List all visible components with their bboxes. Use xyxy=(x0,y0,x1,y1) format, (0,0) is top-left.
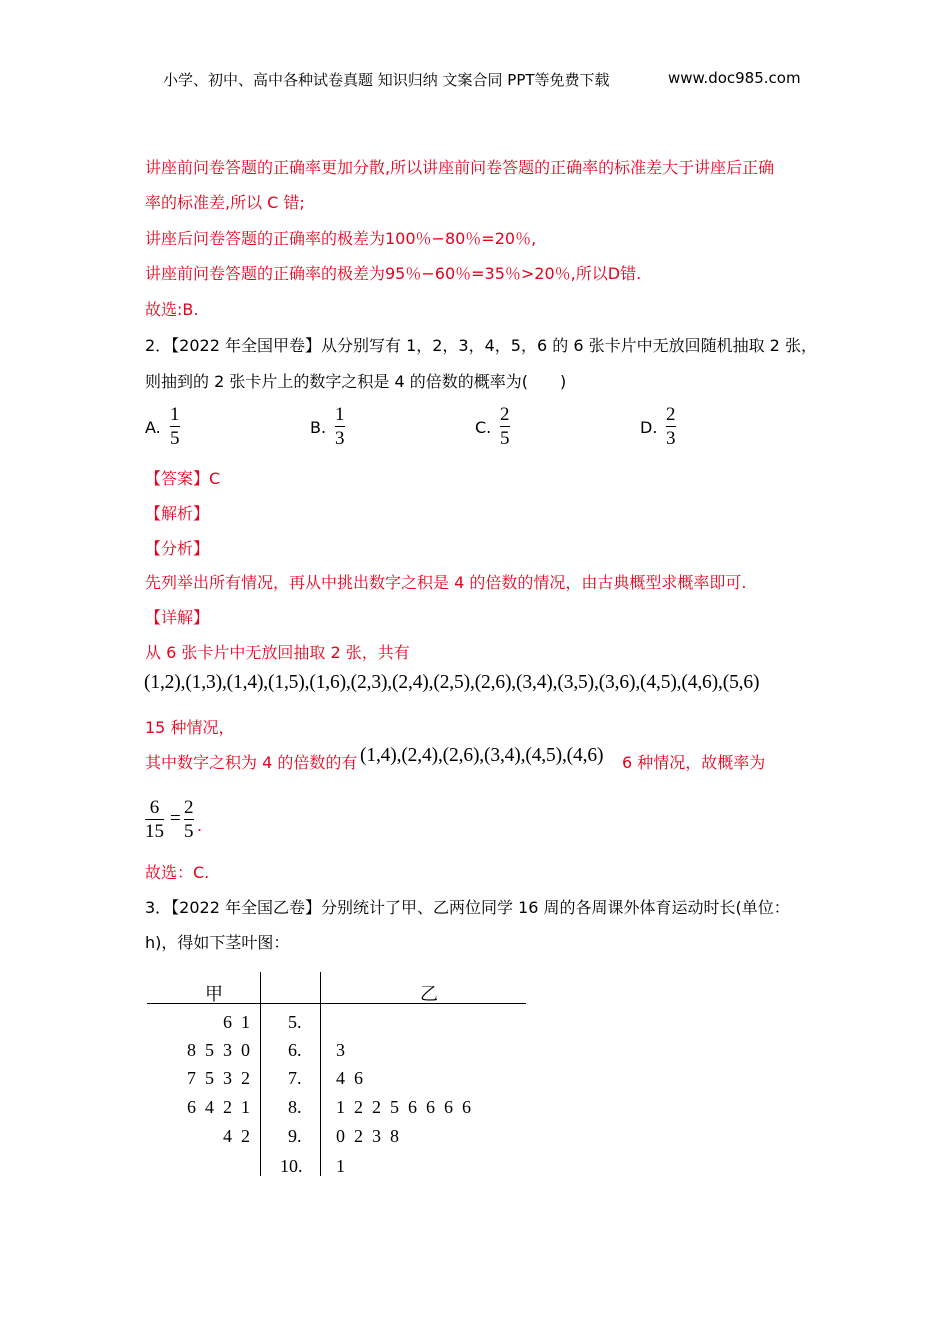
row-9-right: 0 2 3 8 xyxy=(336,1126,399,1146)
answer-tag: 【答案】C xyxy=(145,469,221,488)
option-d-num: 2 xyxy=(666,404,676,425)
row-8-left: 6 4 2 1 xyxy=(187,1097,250,1117)
prob-fraction-2-den: 5 xyxy=(184,821,194,842)
prob-fraction-1-num: 6 xyxy=(149,797,160,818)
option-a-num: 1 xyxy=(170,404,180,425)
option-d-label: D. xyxy=(640,418,658,437)
q2-line-1: 2．【2022 年全国甲卷】从分别写有 1，2，3，4，5，6 的 6 张卡片中无放回随机抽取 2 张， xyxy=(145,336,817,355)
option-c-num: 2 xyxy=(500,404,510,425)
prev-line-4: 讲座前问卷答题的正确率的极差为95％−60％=35％>20％,所以D错. xyxy=(145,264,642,283)
plot-head-right: 乙 xyxy=(420,984,438,1004)
header-site[interactable]: www.doc985.com xyxy=(668,69,801,87)
option-b-label: B. xyxy=(310,418,327,437)
plot-header-rule xyxy=(147,1003,526,1004)
option-b-den: 3 xyxy=(335,428,345,449)
row-6-right: 3 xyxy=(336,1040,345,1060)
option-a-den: 5 xyxy=(170,428,180,449)
option-d-fraction xyxy=(666,404,676,449)
plot-divider-right xyxy=(320,972,321,1176)
row-10-stem: 10. xyxy=(280,1156,303,1176)
option-b-num: 1 xyxy=(335,404,345,425)
row-10-right: 1 xyxy=(336,1156,345,1176)
fraction-period: . xyxy=(197,816,203,835)
row-5-stem: 5. xyxy=(288,1012,302,1032)
header-tagline: 小学、初中、高中各种试卷真题 知识归纳 文案合同 PPT等免费下载 xyxy=(163,71,610,89)
row-9-left: 4 2 xyxy=(223,1126,250,1146)
detail-line-3b: 6 种情况，故概率为 xyxy=(622,753,766,772)
prob-fraction-1-den: 15 xyxy=(145,821,164,842)
row-5-left: 6 1 xyxy=(223,1012,250,1032)
row-8-stem: 8. xyxy=(288,1097,302,1117)
option-d-den: 3 xyxy=(666,428,676,449)
detail-line-3a: 其中数字之积为 4 的倍数的有 xyxy=(145,753,358,772)
detail-line-2: 15 种情况， xyxy=(145,718,235,737)
prob-fraction-2 xyxy=(184,797,194,842)
plot-divider-left xyxy=(260,972,261,1176)
option-c-den: 5 xyxy=(500,428,510,449)
row-9-stem: 9. xyxy=(288,1126,302,1146)
xiangjie-tag: 【详解】 xyxy=(145,608,210,627)
prev-line-3: 讲座后问卷答题的正确率的极差为100％−80％=20％, xyxy=(145,229,537,248)
favorable-pairs: (1,4),(2,4),(2,6),(3,4),(4,5),(4,6) xyxy=(360,745,604,766)
q2-choice: 故选：C. xyxy=(145,863,210,882)
fenxi-text: 先列举出所有情况，再从中挑出数字之积是 4 的倍数的情况，由古典概型求概率即可. xyxy=(145,573,747,592)
prob-fraction-1 xyxy=(145,797,164,842)
prev-line-2: 率的标准差,所以 C 错; xyxy=(145,193,305,212)
row-7-stem: 7. xyxy=(288,1068,302,1088)
prev-line-1: 讲座前问卷答题的正确率更加分散,所以讲座前问卷答题的正确率的标准差大于讲座后正确 xyxy=(145,158,775,177)
q3-line-1: 3．【2022 年全国乙卷】分别统计了甲、乙两位同学 16 周的各周课外体育运动时长(单位： xyxy=(145,898,790,917)
prob-fraction-2-num: 2 xyxy=(184,797,194,818)
fenxi-tag: 【分析】 xyxy=(145,539,210,558)
option-c-label: C. xyxy=(475,418,492,437)
detail-line-1: 从 6 张卡片中无放回抽取 2 张，共有 xyxy=(145,643,410,662)
q3-line-2: h)，得如下茎叶图： xyxy=(145,933,290,952)
jiexi-tag: 【解析】 xyxy=(145,504,210,523)
option-c-fraction xyxy=(500,404,510,449)
pairs-list: (1,2),(1,3),(1,4),(1,5),(1,6),(2,3),(2,4),(2,5),(2,6),(3,4),(3,5),(3,6),(4,5),(4,6),(5,6) xyxy=(144,672,760,693)
q2-line-2: 则抽到的 2 张卡片上的数字之积是 4 的倍数的概率为( ) xyxy=(145,372,567,391)
equals-sign: = xyxy=(170,808,181,829)
row-6-left: 8 5 3 0 xyxy=(187,1040,250,1060)
plot-head-left: 甲 xyxy=(205,984,223,1004)
row-6-stem: 6. xyxy=(288,1040,302,1060)
prev-choice: 故选:B. xyxy=(145,300,199,319)
row-7-left: 7 5 3 2 xyxy=(187,1068,250,1088)
option-a-label: A. xyxy=(145,418,161,437)
option-b-fraction xyxy=(335,404,345,449)
row-7-right: 4 6 xyxy=(336,1068,363,1088)
option-a-fraction xyxy=(170,404,180,449)
row-8-right: 1 2 2 5 6 6 6 6 xyxy=(336,1097,471,1117)
